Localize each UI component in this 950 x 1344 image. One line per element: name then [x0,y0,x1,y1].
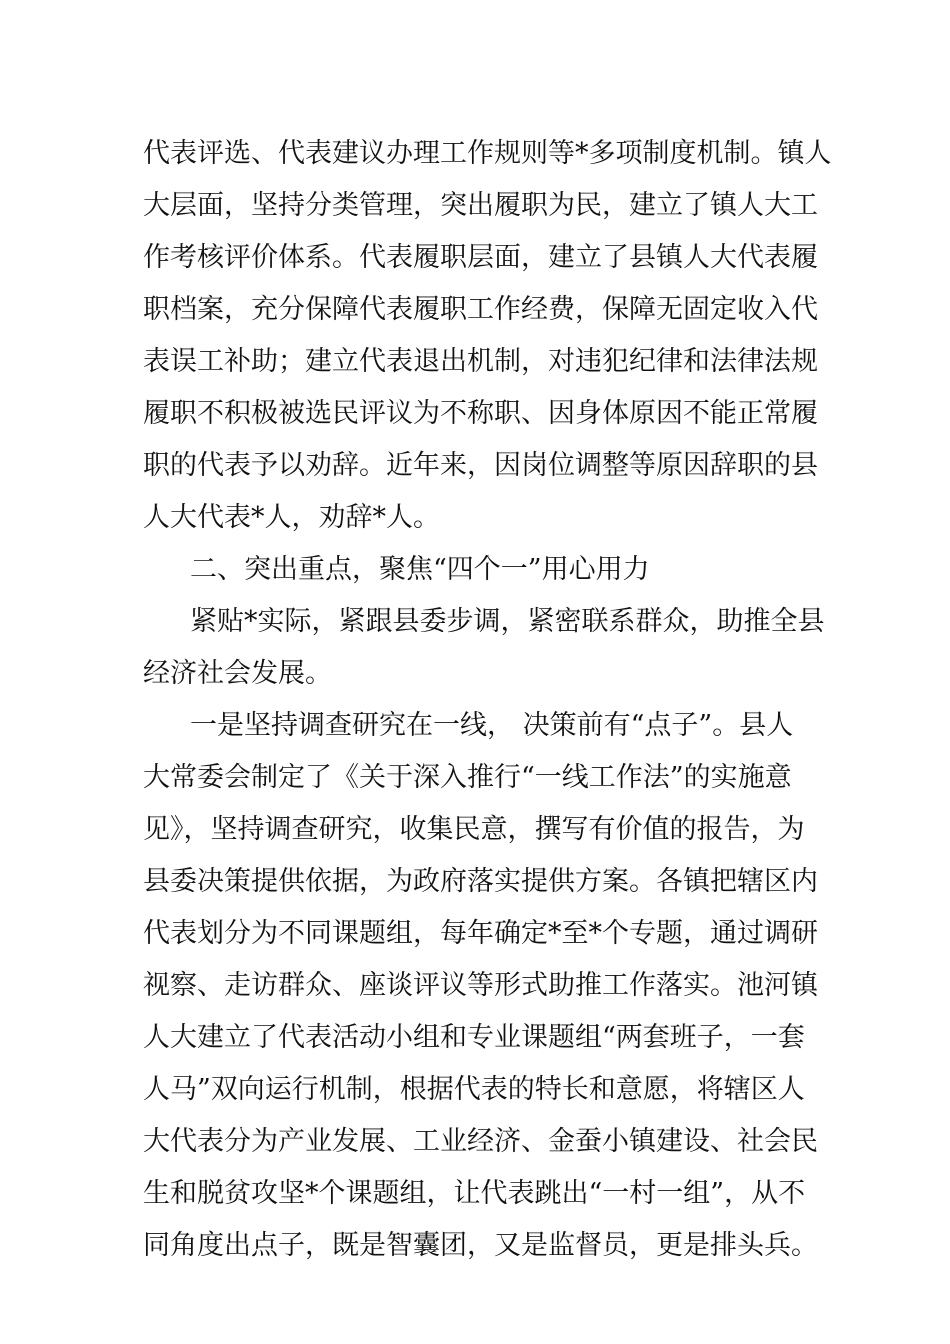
text-line: 同角度出点子，既是智囊团，又是监督员，更是排头兵。 [143,1230,818,1261]
text-line: 大代表分为产业发展、工业经济、金蚕小镇建设、社会民 [143,1126,818,1157]
text-line: 经济社会发展。 [143,658,332,689]
text-line: 代表评选、代表建议办理工作规则等*多项制度机制。镇人 [143,138,832,169]
text-line: 履职不积极被选民评议为不称职、因身体原因不能正常履 [143,398,818,429]
text-line: 表误工补助；建立代表退出机制，对违犯纪律和法律法规 [143,346,818,377]
text-line: 大常委会制定了《关于深入推行“一线工作法”的实施意 [143,762,792,793]
text-line: 职档案，充分保障代表履职工作经费，保障无固定收入代 [143,294,818,325]
text-line: 见》，坚持调查研究，收集民意，撰写有价值的报告，为 [143,814,805,845]
text-line: 生和脱贫攻坚*个课题组，让代表跳出“一村一组”，从不 [143,1178,806,1209]
text-line: 大层面，坚持分类管理，突出履职为民，建立了镇人大工 [143,190,818,221]
text-line: 代表划分为不同课题组，每年确定*至*个专题，通过调研 [143,918,818,949]
text-line: 人大建立了代表活动小组和专业课题组“两套班子，一套 [143,1022,805,1053]
text-line: 人大代表*人，劝辞*人。 [143,502,440,533]
text-line: 视察、走访群众、座谈评议等形式助推工作落实。池河镇 [143,970,818,1001]
text-line: 人马”双向运行机制，根据代表的特长和意愿，将辖区人 [143,1074,805,1105]
text-line: 一是坚持调查研究在一线， 决策前有“点子”。县人 [190,710,794,741]
text-line: 职的代表予以劝辞。近年来，因岗位调整等原因辞职的县 [143,450,818,481]
text-line: 紧贴*实际，紧跟县委步调，紧密联系群众，助推全县 [190,606,825,637]
document-body [143,128,832,1272]
text-line: 作考核评价体系。代表履职层面，建立了县镇人大代表履 [143,242,818,273]
text-line: 县委决策提供依据，为政府落实提供方案。各镇把辖区内 [143,866,818,897]
section-heading: 二、突出重点，聚焦“四个一”用心用力 [190,554,650,585]
